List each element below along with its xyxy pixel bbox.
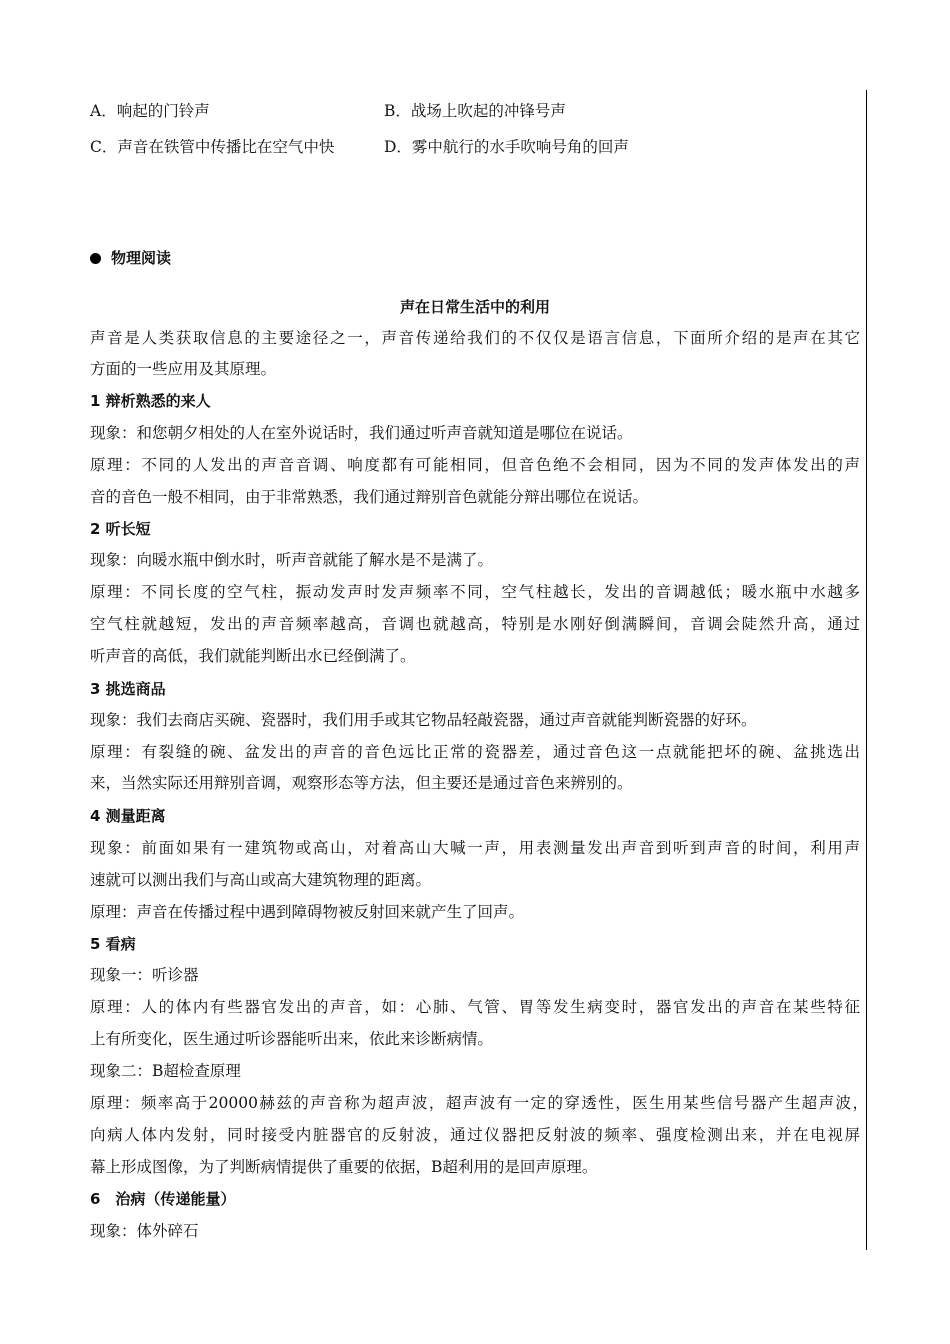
section-2-principle-3: 听声音的高低，我们就能判断出水已经倒满了。: [90, 647, 416, 665]
option-c: C．声音在铁管中传播比在空气中快: [90, 138, 335, 156]
section-5-principle-2c: 幕上形成图像，为了判断病情提供了重要的依据，B超利用的是回声原理。: [90, 1158, 598, 1176]
section-5-principle-1a: 原理：人的体内有些器官发出的声音，如：心肺、气管、胃等发生病变时，器官发出的声音在某些特征: [90, 998, 860, 1016]
section-1-heading: 1 辩析熟悉的来人: [90, 392, 211, 410]
section-2-principle-1: 原理：不同长度的空气柱，振动发声时发声频率不同，空气柱越长，发出的音调越低；暖水瓶中水越多: [90, 583, 860, 601]
section-3-principle-2: 来，当然实际还用辩别音调，观察形态等方法，但主要还是通过音色来辨别的。: [90, 774, 633, 792]
section-1-phenomenon: 现象：和您朝夕相处的人在室外说话时，我们通过听声音就知道是哪位在说话。: [90, 424, 633, 442]
right-margin-rule: [866, 90, 867, 1250]
section-4-phenomenon-2: 速就可以测出我们与高山或高大建筑物理的距离。: [90, 871, 432, 889]
section-5-phenomenon-2: 现象二：B超检查原理: [90, 1062, 241, 1080]
section-5-principle-2b: 向病人体内发射，同时接受内脏器官的反射波，通过仪器把反射波的频率、强度检测出来，并在电视屏: [90, 1126, 860, 1144]
section-6-phenomenon: 现象：体外碎石: [90, 1222, 199, 1240]
section-1-principle-2: 音的音色一般不相同，由于非常熟悉，我们通过辩别音色就能分辩出哪位在说话。: [90, 488, 649, 506]
intro-line-2: 方面的一些应用及其原理。: [90, 360, 277, 378]
bullet-icon: [90, 253, 101, 264]
section-4-phenomenon-1: 现象：前面如果有一建筑物或高山，对着高山大喊一声，用表测量发出声音到听到声音的时间，利用声: [90, 839, 860, 857]
option-b: B．战场上吹起的冲锋号声: [384, 102, 566, 120]
intro-line-1: 声音是人类获取信息的主要途径之一，声音传递给我们的不仅仅是语言信息，下面所介绍的是声在其它: [90, 329, 860, 347]
option-d: D．雾中航行的水手吹响号角的回声: [384, 138, 629, 156]
section-4-principle: 原理：声音在传播过程中遇到障碍物被反射回来就产生了回声。: [90, 903, 525, 921]
section-3-principle-1: 原理：有裂缝的碗、盆发出的声音的音色远比正常的瓷器差，通过音色这一点就能把坏的碗、盆挑选出: [90, 743, 860, 761]
section-5-principle-1b: 上有所变化，医生通过听诊器能听出来，依此来诊断病情。: [90, 1030, 494, 1048]
section-2-phenomenon: 现象：向暖水瓶中倒水时，听声音就能了解水是不是满了。: [90, 551, 494, 569]
option-a: A．响起的门铃声: [90, 102, 210, 120]
section-heading-text: 物理阅读: [111, 249, 172, 267]
section-heading: [90, 248, 171, 268]
section-6-heading: 6 治病（传递能量）: [90, 1190, 236, 1208]
section-5-heading: 5 看病: [90, 935, 136, 953]
section-2-heading: 2 听长短: [90, 520, 151, 538]
article-title: 声在日常生活中的利用: [399, 298, 550, 316]
section-5-principle-2a: 原理：频率高于20000赫兹的声音称为超声波，超声波有一定的穿透性，医生用某些信号器产生超声波，: [90, 1094, 868, 1112]
section-2-principle-2: 空气柱就越短，发出的声音频率越高，音调也就越高，特别是水刚好倒满瞬间，音调会陡然升高，通过: [90, 615, 860, 633]
section-4-heading: 4 测量距离: [90, 807, 166, 825]
section-3-phenomenon: 现象：我们去商店买碗、瓷器时，我们用手或其它物品轻敲瓷器，通过声音就能判断瓷器的好环。: [90, 711, 757, 729]
section-5-phenomenon-1: 现象一：听诊器: [90, 966, 199, 984]
section-3-heading: 3 挑选商品: [90, 680, 166, 698]
section-1-principle-1: 原理：不同的人发出的声音音调、响度都有可能相同，但音色绝不会相同，因为不同的发声体发出的声: [90, 456, 860, 474]
